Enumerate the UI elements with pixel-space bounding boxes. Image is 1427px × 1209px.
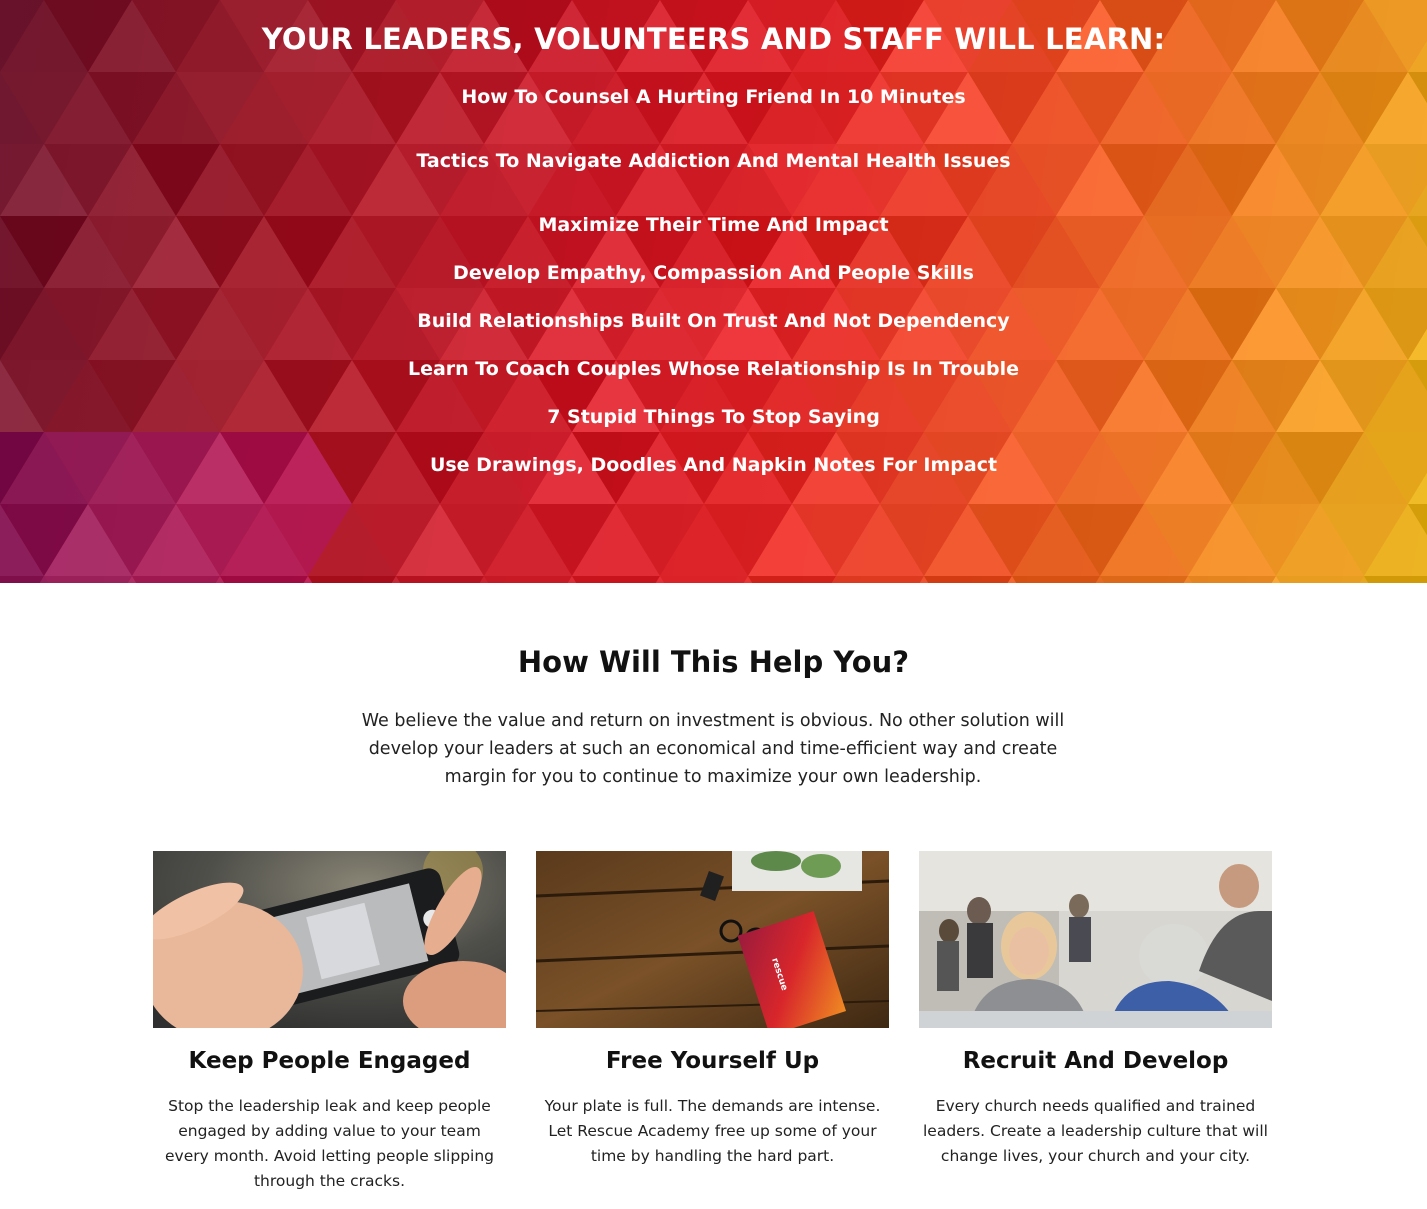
background-triangle <box>0 576 44 583</box>
hero-title: YOUR LEADERS, VOLUNTEERS AND STAFF WILL LEARN: <box>261 22 1166 56</box>
feature-card <box>153 851 506 1194</box>
card-text: Every church needs qualified and trained leaders. Create a leadership culture that will change lives, your church and your city. <box>923 1097 1268 1165</box>
card-text: Stop the leadership leak and keep people engaged by adding value to your team every month. Avoid letting people slipping through the cracks. <box>165 1097 494 1190</box>
card-title: Recruit And Develop <box>962 1048 1229 1074</box>
learn-item: How To Counsel A Hurting Friend In 10 Minutes <box>461 86 966 108</box>
book-label: rescue <box>769 956 790 993</box>
hero-section <box>0 0 1427 583</box>
book-on-table-image <box>536 851 889 1028</box>
card-title: Keep People Engaged <box>188 1048 471 1074</box>
background-triangle <box>836 576 924 583</box>
background-triangle <box>572 576 660 583</box>
learn-item: Maximize Their Time And Impact <box>538 214 889 236</box>
background-triangle <box>484 576 572 583</box>
background-triangle <box>748 576 836 583</box>
learn-item: Build Relationships Built On Trust And Not Dependency <box>417 310 1010 332</box>
background-triangle <box>1012 576 1100 583</box>
background-triangle <box>44 576 132 583</box>
people-laughing-image <box>919 851 1272 1028</box>
phone-photo-image <box>153 851 506 1028</box>
background-triangle <box>132 576 220 583</box>
background-triangle <box>1100 576 1188 583</box>
learn-item: 7 Stupid Things To Stop Saying <box>547 406 880 428</box>
background-triangle <box>1276 576 1364 583</box>
background-triangle <box>1364 576 1427 583</box>
card-title: Free Yourself Up <box>605 1048 820 1074</box>
learn-item: Use Drawings, Doodles And Napkin Notes For Impact <box>429 454 998 476</box>
learn-item: Learn To Coach Couples Whose Relationship Is In Trouble <box>407 358 1020 380</box>
background-triangle <box>660 576 748 583</box>
learn-item: Tactics To Navigate Addiction And Mental Health Issues <box>416 150 1011 172</box>
background-triangle <box>1188 576 1276 583</box>
background-triangle <box>924 576 1012 583</box>
section-intro: We believe the value and return on investment is obvious. No other solution will develop your leaders at such an economical and time-efficient way and create margin for you to continue to maximize your own leadership. <box>361 711 1065 787</box>
background-triangle <box>308 576 396 583</box>
feature-card <box>919 851 1272 1169</box>
learn-item: Develop Empathy, Compassion And People Skills <box>453 262 974 284</box>
background-triangle <box>396 576 484 583</box>
section-title: How Will This Help You? <box>517 645 910 679</box>
feature-card <box>536 851 889 1169</box>
background-triangle <box>220 576 308 583</box>
card-text: Your plate is full. The demands are intense. Let Rescue Academy free up some of your time by handling the hard part. <box>544 1097 881 1165</box>
